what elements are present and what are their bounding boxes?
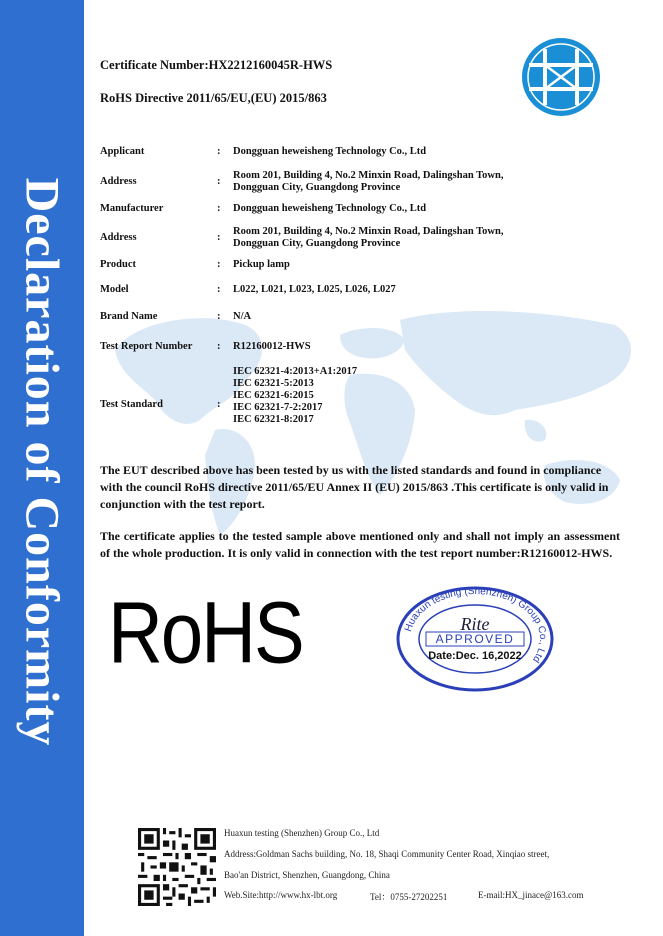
field-label: Test Standard [100,399,163,410]
field-label: Applicant [100,146,145,157]
field-value: Dongguan heweisheng Technology Co., Ltd [233,146,427,157]
field-colon: : [217,399,221,410]
field-value: R12160012-HWS [233,341,311,352]
stamp-date: Date:Dec. 16,2022 [428,650,522,662]
validity-statement: The certificate applies to the tested sample above mentioned only and shall not imply an assessment of the whole production. It is only valid in connection with the test report number:R12160012-HWS. [100,529,620,560]
footer-email: E-mail:HX_jinace@163.com [478,890,584,900]
stamp-ring-text: Huaxun testing (Shenzhen) Group Co., Ltd [402,586,549,665]
field-colon: : [217,203,221,214]
stamp-signature: Rite [460,614,490,634]
field-label: Manufacturer [100,203,164,214]
footer-company: Huaxun testing (Shenzhen) Group Co., Ltd [224,828,380,838]
side-title: Declaration of Conformity [15,177,69,747]
field-value: Room 201, Building 4, No.2 Minxin Road, Dalingshan Town, Dongguan City, Guangdong Province [233,226,504,249]
field-colon: : [217,311,221,322]
field-value: L022, L021, L023, L025, L026, L027 [233,284,396,295]
field-colon: : [217,259,221,270]
field-label: Address [100,176,137,187]
huaxun-logo-icon [521,37,601,117]
footer-tel: Tel：0755-27202251 [370,892,448,902]
field-colon: : [217,232,221,243]
field-label: Product [100,259,136,270]
field-colon: : [217,146,221,157]
field-value: Pickup lamp [233,259,290,270]
field-value: IEC 62321-4:2013+A1:2017 IEC 62321-5:2013 IEC 62321-6:2015 IEC 62321-7-2:2017 IEC 62321-8:2017 [233,366,358,425]
footer-address-line1: Address:Goldman Sachs building, No. 18, Shaqi Community Center Road, Xinqiao street, [224,849,550,859]
approved-stamp [396,586,554,692]
field-value: N/A [233,311,252,322]
field-colon: : [217,341,221,352]
field-colon: : [217,284,221,295]
footer-website: Web.Site:http://www.hx-lbt.org [224,890,338,900]
field-label: Model [100,284,129,295]
field-value: Room 201, Building 4, No.2 Minxin Road, Dalingshan Town, Dongguan City, Guangdong Province [233,170,504,193]
field-value: Dongguan heweisheng Technology Co., Ltd [233,203,427,214]
directive-title: RoHS Directive 2011/65/EU,(EU) 2015/863 [100,91,327,105]
compliance-statement: The EUT described above has been tested by us with the listed standards and found in compliance with the council RoHS directive 2011/65/EU Annex II (EU) 2015/863 .This certificate is only valid in conjunction with the test report. [100,463,609,511]
field-label: Test Report Number [100,341,193,352]
stamp-approved: APPROVED [435,632,515,646]
rohs-mark: RoHS [108,584,303,682]
field-colon: : [217,176,221,187]
field-label: Address [100,232,137,243]
certificate-number: Certificate Number:HX2212160045R-HWS [100,58,333,72]
qr-code-icon [138,828,216,906]
footer-address-line2: Bao'an District, Shenzhen, Guangdong, China [224,870,390,880]
field-label: Brand Name [100,311,158,322]
